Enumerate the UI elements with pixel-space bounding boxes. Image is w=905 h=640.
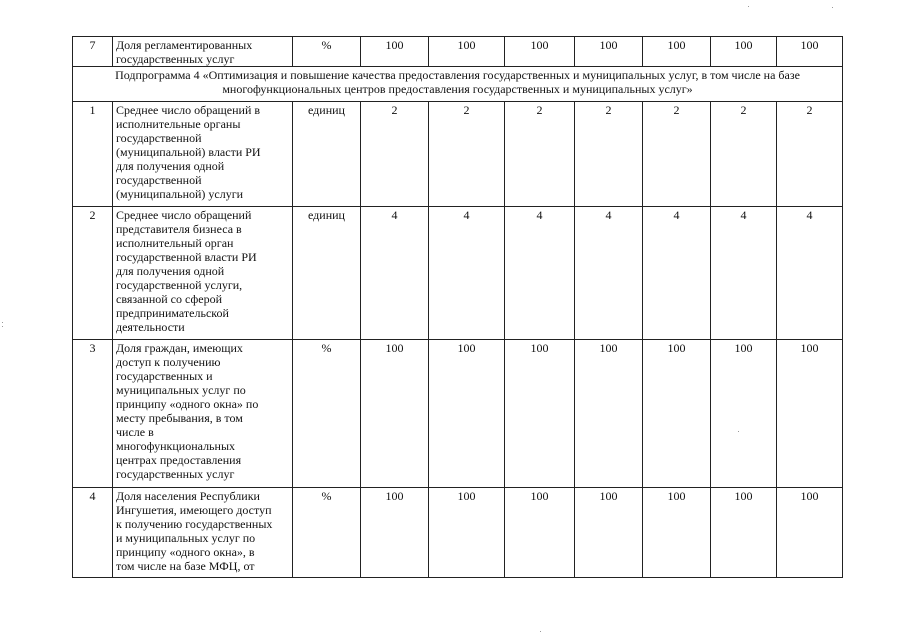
unit-cell: % (293, 37, 361, 67)
indicator-name (113, 207, 293, 340)
value-cell: 100 (505, 488, 575, 578)
value-cell: 100 (361, 37, 429, 67)
indicator-name-line: государственных услуг (116, 52, 235, 66)
row-number: 4 (73, 488, 113, 578)
indicator-name-line: Среднее число обращений в (116, 103, 261, 117)
indicator-name-line: доступ к получению (116, 355, 221, 369)
value-cell: 100 (643, 340, 711, 488)
indicator-name (113, 488, 293, 578)
indicator-name-line: числе в (116, 425, 154, 439)
indicator-name-line: Ингушетия, имеющего доступ (116, 503, 272, 517)
indicator-name-line: для получения одной (116, 159, 225, 173)
value-cell: 100 (575, 488, 643, 578)
indicator-name-line: муниципальных услуг по (116, 383, 246, 397)
indicator-name-line: государственной услуги, (116, 278, 243, 292)
indicator-name-line: связанной со сферой (116, 292, 223, 306)
value-cell: 4 (643, 207, 711, 340)
value-cell: 4 (711, 207, 777, 340)
scan-speck (2, 322, 3, 323)
indicator-name-line: государственной (116, 131, 202, 145)
indicator-name-line: (муниципальной) власти РИ (116, 145, 261, 159)
indicator-name (113, 340, 293, 488)
value-cell: 2 (711, 102, 777, 207)
value-cell: 4 (575, 207, 643, 340)
indicator-name-line: (муниципальной) услуги (116, 187, 244, 201)
value-cell: 100 (777, 488, 843, 578)
table-row (73, 37, 843, 67)
value-cell: 4 (505, 207, 575, 340)
indicator-name-line: многофункциональных (116, 439, 236, 453)
scan-speck (748, 6, 749, 7)
table-row (73, 207, 843, 340)
indicator-name-line: Доля граждан, имеющих (116, 341, 243, 355)
indicator-name-line: предпринимательской (116, 306, 229, 320)
value-cell: 100 (643, 37, 711, 67)
indicator-name (113, 102, 293, 207)
value-cell: 100 (429, 340, 505, 488)
indicator-name-line: Доля регламентированных (116, 38, 253, 52)
value-cell: 2 (575, 102, 643, 207)
value-cell: 100 (505, 37, 575, 67)
indicator-name-line: деятельности (116, 320, 185, 334)
value-cell: 100 (505, 340, 575, 488)
indicator-name-line: том числе на базе МФЦ, от (116, 559, 255, 573)
subprogram-line: Подпрограмма 4 «Оптимизация и повышение качества предоставления государственных и муниципальных услуг, в том числе на базе (115, 68, 800, 82)
value-cell: 100 (361, 340, 429, 488)
value-cell: 100 (575, 340, 643, 488)
indicator-name-line: государственной (116, 173, 202, 187)
value-cell: 4 (429, 207, 505, 340)
row-number: 7 (73, 37, 113, 67)
unit-cell: % (293, 488, 361, 578)
indicator-name-line: принципу «одного окна», в (116, 545, 255, 559)
unit-cell: % (293, 340, 361, 488)
subprogram-row (73, 67, 843, 102)
scan-speck (540, 631, 541, 632)
row-number: 1 (73, 102, 113, 207)
indicator-name-line: центрах предоставления (116, 453, 242, 467)
subprogram-line: многофункциональных центров предоставления государственных и муниципальных услуг» (222, 82, 693, 96)
value-cell: 2 (777, 102, 843, 207)
value-cell: 100 (429, 37, 505, 67)
indicator-name-line: государственных и (116, 369, 213, 383)
row-number: 3 (73, 340, 113, 488)
indicator-name-line: представителя бизнеса в (116, 222, 242, 236)
indicator-name-line: исполнительные органы (116, 117, 241, 131)
unit-cell: единиц (293, 207, 361, 340)
value-cell: 100 (711, 37, 777, 67)
unit-cell: единиц (293, 102, 361, 207)
indicator-name (113, 37, 293, 67)
value-cell: 2 (643, 102, 711, 207)
scan-speck (738, 431, 739, 432)
row-number: 2 (73, 207, 113, 340)
value-cell: 4 (777, 207, 843, 340)
value-cell: 4 (361, 207, 429, 340)
value-cell: 2 (361, 102, 429, 207)
value-cell: 100 (777, 37, 843, 67)
value-cell: 100 (777, 340, 843, 488)
indicator-name-line: к получению государственных (116, 517, 273, 531)
value-cell: 100 (575, 37, 643, 67)
indicator-name-line: государственных услуг (116, 467, 235, 481)
value-cell: 100 (711, 340, 777, 488)
indicator-name-line: для получения одной (116, 264, 225, 278)
table-row (73, 102, 843, 207)
indicator-name-line: Среднее число обращений (116, 208, 252, 222)
value-cell: 100 (711, 488, 777, 578)
indicator-name-line: и муниципальных услуг по (116, 531, 256, 545)
indicator-name-line: месту пребывания, в том (116, 411, 243, 425)
indicator-name-line: Доля населения Республики (116, 489, 260, 503)
value-cell: 2 (505, 102, 575, 207)
value-cell: 2 (429, 102, 505, 207)
indicator-name-line: исполнительный орган (116, 236, 234, 250)
table-row (73, 488, 843, 578)
table-row (73, 340, 843, 488)
scan-speck (832, 7, 833, 8)
indicators-table (72, 36, 843, 578)
scan-speck (2, 326, 3, 327)
value-cell: 100 (429, 488, 505, 578)
subprogram-heading (73, 67, 843, 102)
value-cell: 100 (361, 488, 429, 578)
value-cell: 100 (643, 488, 711, 578)
indicator-name-line: государственной власти РИ (116, 250, 257, 264)
indicator-name-line: принципу «одного окна» по (116, 397, 259, 411)
